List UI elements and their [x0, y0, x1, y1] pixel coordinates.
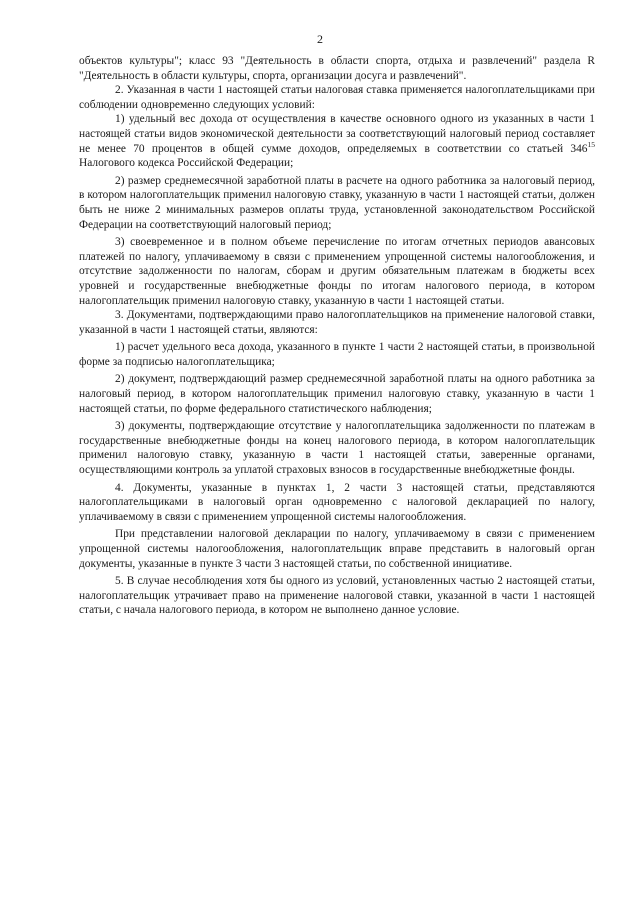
paragraph-text: 3) документы, подтверждающие отсутствие у налогоплательщика задолженности по платежам в государственные внебюджетные фонды на конец налогового периода, в котором налогоплательщик применил налоговую ставку, указанную в части 1 настоящей статьи, заверенные органами, осуществляющими контроль за уплатой страховых взносов в государственные внебюджетные фонды. [79, 420, 595, 477]
paragraph-section-4 [79, 481, 595, 525]
paragraph-condition-2 [79, 174, 595, 232]
paragraph-document-3 [79, 419, 595, 477]
paragraph-section-3 [79, 308, 595, 337]
paragraph-text: 2. Указанная в части 1 настоящей статьи налоговая ставка применяется налогоплательщиками при соблюдении одновременно следующих условий: [79, 84, 595, 111]
paragraph-continuation [79, 54, 595, 83]
paragraph-condition-1 [79, 112, 595, 170]
paragraph-text: объектов культуры"; класс 93 "Деятельность в области спорта, отдыха и развлечений" раздела R "Деятельность в области культуры, спорта, организации досуга и развлечений". [79, 55, 595, 82]
superscript-article-number: 15 [587, 139, 595, 149]
paragraph-document-2 [79, 372, 595, 416]
paragraph-text: 4. Документы, указанные в пунктах 1, 2 части 3 настоящей статьи, представляются налогоплательщиками в налоговый орган одновременно с налоговой декларацией по налогу, уплачиваемому в связи с применением упрощенной системы налогообложения. [79, 481, 595, 523]
body-text [79, 54, 595, 618]
paragraph-text: 1) удельный вес дохода от осуществления в качестве основного одного из указанных в части 1 настоящей статьи видов экономической деятельности за соответствующий налоговый период составляет не менее 70 процентов в общей сумме доходов, определяемых в соответствии со статьей 346 [79, 113, 595, 155]
paragraph-document-1 [79, 340, 595, 369]
paragraph-text: 1) расчет удельного веса дохода, указанного в пункте 1 части 2 настоящей статьи, в произвольной форме за подписью налогоплательщика; [79, 341, 595, 368]
paragraph-condition-3 [79, 235, 595, 308]
paragraph-text: 2) размер среднемесячной заработной платы в расчете на одного работника за налоговый период, в котором налогоплательщик применил налоговую ставку, указанную в части 1 настоящей статьи, должен быть не ниже 2 минимальных размеров оплаты труда, установленной законодательством Российской Федерации на соответствующий налоговый период; [79, 174, 595, 231]
paragraph-text: 3) своевременное и в полном объеме перечисление по итогам отчетных периодов авансовых платежей по налогу, уплачиваемому в связи с применением упрощенной системы налогообложения, и отсутствие задолженности по налогам, сборам и другим обязательным платежам в бюджеты всех уровней и государственные внебюджетные фонды по итогам налогового периода, в котором налогоплательщик применил налоговую ставку, указанную в части 1 настоящей статьи. [79, 236, 595, 307]
paragraph-section-5 [79, 574, 595, 618]
paragraph-section-2 [79, 83, 595, 112]
paragraph-text: Налогового кодекса Российской Федерации; [79, 157, 294, 170]
paragraph-text: 3. Документами, подтверждающими право налогоплательщиков на применение налоговой ставки, указанной в части 1 настоящей статьи, являются: [79, 309, 595, 336]
paragraph-text: При представлении налоговой декларации по налогу, уплачиваемому в связи с применением упрощенной системы налогообложения, налогоплательщик вправе представить в налоговый орган документы, указанные в пункте 3 части 3 настоящей статьи, по собственной инициативе. [79, 528, 595, 570]
paragraph-submission [79, 527, 595, 571]
page-number: 2 [317, 32, 323, 46]
paragraph-text: 5. В случае несоблюдения хотя бы одного из условий, установленных частью 2 настоящей статьи, налогоплательщик утрачивает право на применение налоговой ставки, указанной в части 1 настоящей статьи, с начала налогового периода, в котором не выполнено данное условие. [79, 575, 595, 617]
paragraph-text: 2) документ, подтверждающий размер среднемесячной заработной платы на одного работника за налоговый период, в котором налогоплательщик применил налоговую ставку, указанную в части 1 настоящей статьи, по форме федерального статистического наблюдения; [79, 373, 595, 415]
